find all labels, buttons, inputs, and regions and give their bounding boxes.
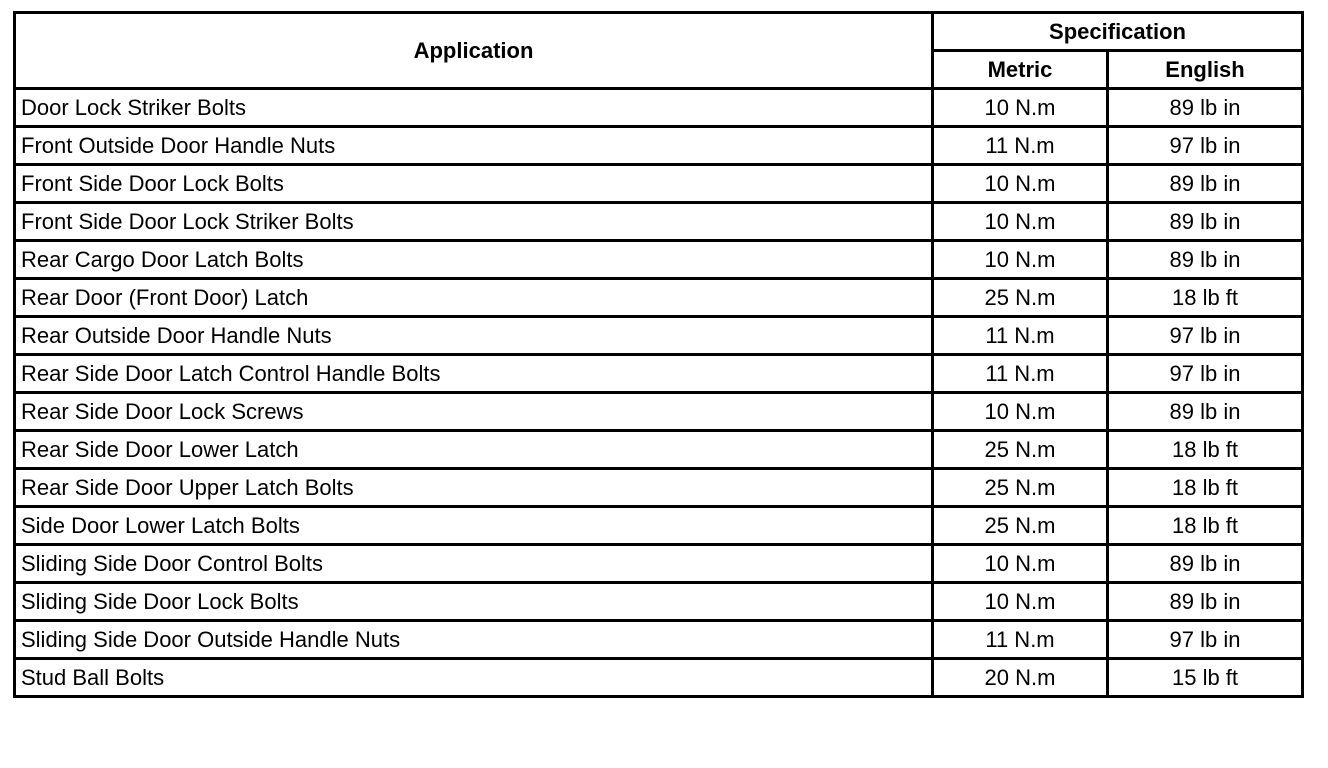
cell-english: 89 lb in xyxy=(1108,89,1303,127)
table-row xyxy=(15,431,1303,469)
torque-spec-table xyxy=(13,11,1304,698)
cell-english: 89 lb in xyxy=(1108,241,1303,279)
cell-application: Sliding Side Door Lock Bolts xyxy=(15,583,933,621)
cell-english: 97 lb in xyxy=(1108,127,1303,165)
header-application: Application xyxy=(15,13,933,89)
cell-metric: 11 N.m xyxy=(933,317,1108,355)
cell-metric: 25 N.m xyxy=(933,507,1108,545)
cell-english: 89 lb in xyxy=(1108,545,1303,583)
header-row-top xyxy=(15,13,1303,51)
cell-application: Side Door Lower Latch Bolts xyxy=(15,507,933,545)
cell-metric: 10 N.m xyxy=(933,545,1108,583)
cell-application: Front Side Door Lock Striker Bolts xyxy=(15,203,933,241)
cell-metric: 10 N.m xyxy=(933,203,1108,241)
cell-application: Front Side Door Lock Bolts xyxy=(15,165,933,203)
cell-application: Rear Door (Front Door) Latch xyxy=(15,279,933,317)
cell-metric: 25 N.m xyxy=(933,469,1108,507)
cell-english: 89 lb in xyxy=(1108,165,1303,203)
cell-application: Sliding Side Door Outside Handle Nuts xyxy=(15,621,933,659)
table-row xyxy=(15,89,1303,127)
cell-application: Stud Ball Bolts xyxy=(15,659,933,697)
cell-metric: 11 N.m xyxy=(933,127,1108,165)
cell-english: 97 lb in xyxy=(1108,317,1303,355)
table-row xyxy=(15,545,1303,583)
table-row xyxy=(15,621,1303,659)
table-row xyxy=(15,317,1303,355)
cell-application: Rear Side Door Latch Control Handle Bolts xyxy=(15,355,933,393)
table-row xyxy=(15,355,1303,393)
cell-english: 18 lb ft xyxy=(1108,507,1303,545)
table-row xyxy=(15,507,1303,545)
cell-metric: 25 N.m xyxy=(933,279,1108,317)
cell-english: 97 lb in xyxy=(1108,621,1303,659)
table-body xyxy=(15,89,1303,697)
cell-application: Rear Side Door Lock Screws xyxy=(15,393,933,431)
table-row xyxy=(15,203,1303,241)
cell-metric: 10 N.m xyxy=(933,165,1108,203)
header-metric: Metric xyxy=(933,51,1108,89)
cell-metric: 20 N.m xyxy=(933,659,1108,697)
cell-application: Sliding Side Door Control Bolts xyxy=(15,545,933,583)
cell-application: Rear Side Door Upper Latch Bolts xyxy=(15,469,933,507)
cell-metric: 25 N.m xyxy=(933,431,1108,469)
table-row xyxy=(15,659,1303,697)
table-row xyxy=(15,241,1303,279)
cell-english: 89 lb in xyxy=(1108,203,1303,241)
cell-english: 15 lb ft xyxy=(1108,659,1303,697)
header-english: English xyxy=(1108,51,1303,89)
cell-metric: 10 N.m xyxy=(933,393,1108,431)
cell-metric: 10 N.m xyxy=(933,89,1108,127)
table-row xyxy=(15,469,1303,507)
cell-application: Rear Side Door Lower Latch xyxy=(15,431,933,469)
cell-metric: 10 N.m xyxy=(933,583,1108,621)
cell-application: Door Lock Striker Bolts xyxy=(15,89,933,127)
table-row xyxy=(15,583,1303,621)
header-specification: Specification xyxy=(933,13,1303,51)
table-row xyxy=(15,393,1303,431)
table-row xyxy=(15,127,1303,165)
cell-metric: 11 N.m xyxy=(933,621,1108,659)
cell-english: 97 lb in xyxy=(1108,355,1303,393)
cell-metric: 11 N.m xyxy=(933,355,1108,393)
cell-english: 89 lb in xyxy=(1108,393,1303,431)
table-row xyxy=(15,279,1303,317)
table-row xyxy=(15,165,1303,203)
cell-application: Front Outside Door Handle Nuts xyxy=(15,127,933,165)
cell-application: Rear Cargo Door Latch Bolts xyxy=(15,241,933,279)
cell-english: 89 lb in xyxy=(1108,583,1303,621)
cell-application: Rear Outside Door Handle Nuts xyxy=(15,317,933,355)
cell-metric: 10 N.m xyxy=(933,241,1108,279)
cell-english: 18 lb ft xyxy=(1108,279,1303,317)
cell-english: 18 lb ft xyxy=(1108,431,1303,469)
cell-english: 18 lb ft xyxy=(1108,469,1303,507)
